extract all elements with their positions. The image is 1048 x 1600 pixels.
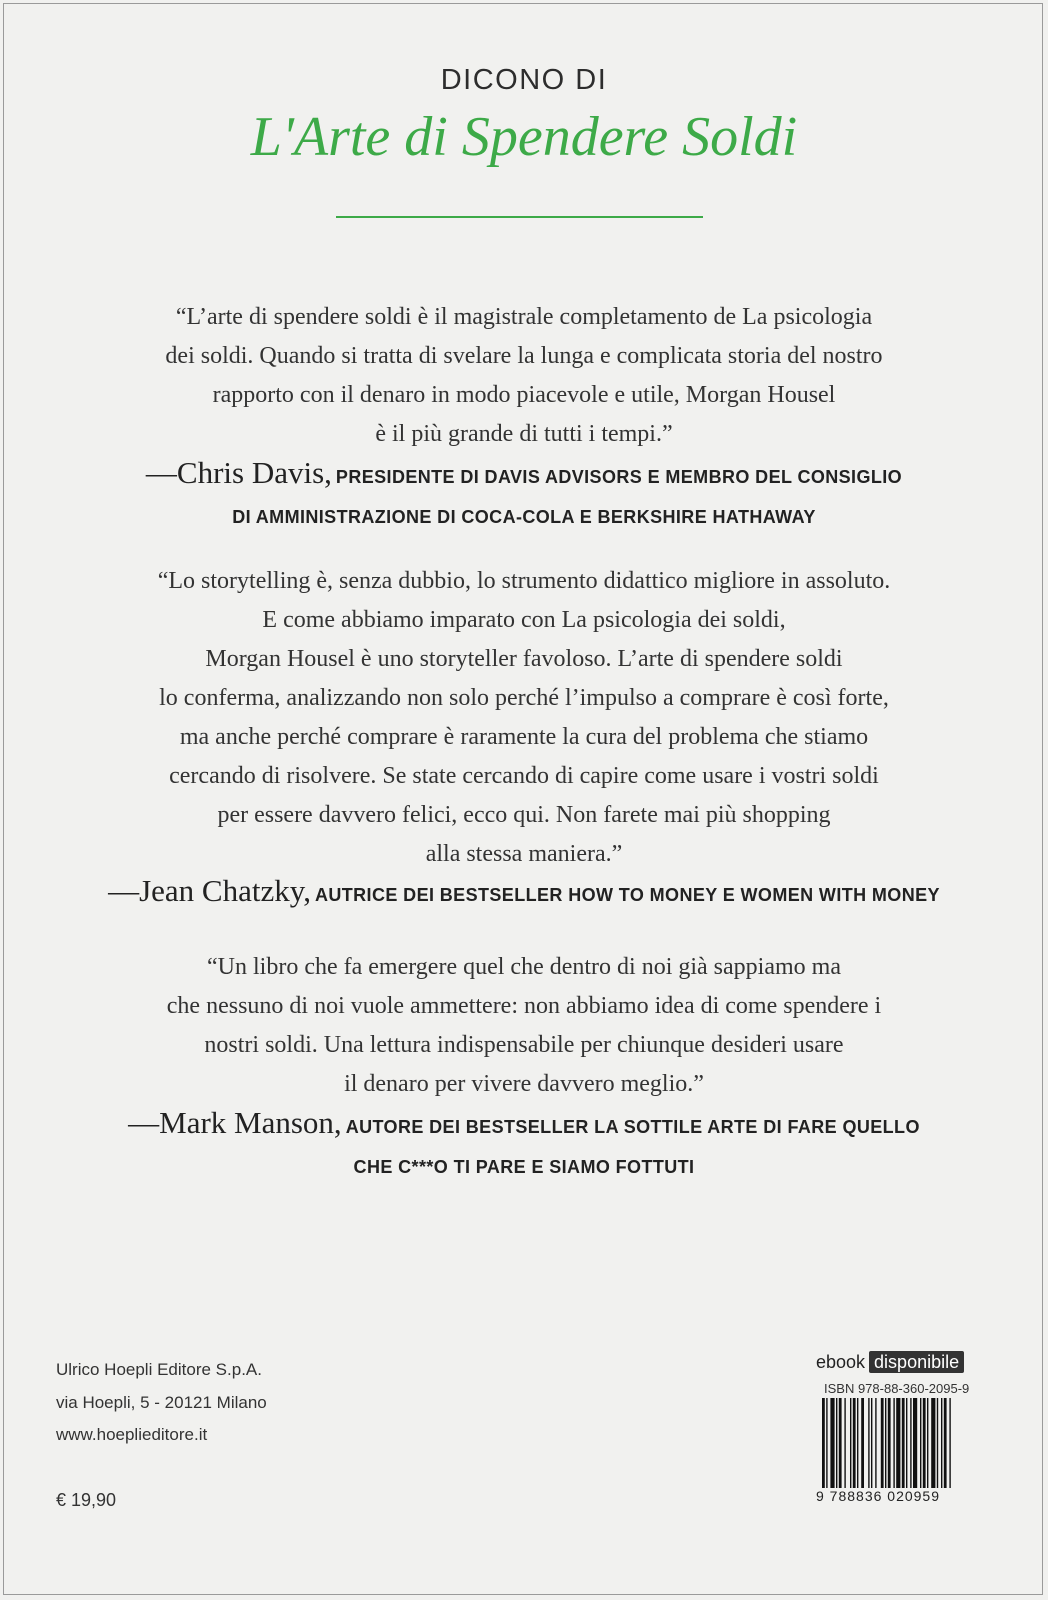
isbn-text: ISBN 978-88-360-2095-9 <box>824 1381 970 1396</box>
attribution-role: AUTRICE DEI BESTSELLER HOW TO MONEY E WOMEN WITH MONEY <box>314 885 940 905</box>
price: € 19,90 <box>56 1490 117 1510</box>
quote-line: ma anche perché comprare è raramente la cura del problema che stiamo <box>179 724 869 750</box>
attribution-role: DI AMMINISTRAZIONE DI COCA-COLA E BERKSHIRE HATHAWAY <box>232 507 816 527</box>
quote-line: che nessuno di noi vuole ammettere: non abbiamo idea di come spendere i <box>166 993 882 1019</box>
attribution-role: PRESIDENTE DI DAVIS ADVISORS E MEMBRO DEL CONSIGLIO <box>335 467 903 487</box>
attribution-name: —Mark Manson, <box>128 1105 342 1140</box>
quote-line: nostri soldi. Una lettura indispensabile per chiunque desideri usare <box>204 1032 844 1058</box>
attribution-3 <box>40 1104 1008 1188</box>
quote-line: “L’arte di spendere soldi è il magistrale completamento de La psicologia <box>175 304 873 330</box>
barcode-digits: 9 788836 020959 <box>816 1488 940 1504</box>
book-title: L'Arte di Spendere Soldi <box>250 106 798 168</box>
title-divider <box>336 216 703 218</box>
ebook-label: ebook <box>816 1352 866 1372</box>
attribution-name: —Chris Davis, <box>145 455 332 490</box>
attribution-name: —Jean Chatzky, <box>108 873 311 908</box>
publisher-address: via Hoepli, 5 - 20121 Milano <box>56 1393 267 1412</box>
attribution-role: AUTORE DEI BESTSELLER LA SOTTILE ARTE DI FARE QUELLO <box>345 1117 920 1137</box>
quote-line: “Lo storytelling è, senza dubbio, lo strumento didattico migliore in assoluto. <box>157 568 891 594</box>
quote-line: E come abbiamo imparato con La psicologia dei soldi, <box>262 607 786 633</box>
quote-3 <box>40 948 1008 1104</box>
ebook-badge <box>816 1352 964 1373</box>
barcode-icon <box>822 1398 998 1488</box>
attribution-role: CHE C***O TI PARE E SIAMO FOTTUTI <box>353 1157 695 1177</box>
quote-line: “Un libro che fa emergere quel che dentro di noi già sappiamo ma <box>207 954 841 980</box>
quote-line: il denaro per vivere davvero meglio.” <box>344 1071 704 1097</box>
quote-line: rapporto con il denaro in modo piacevole e utile, Morgan Housel <box>212 382 836 408</box>
quote-line: alla stessa maniera.” <box>425 841 623 867</box>
quote-line: lo conferma, analizzando non solo perché l’impulso a comprare è così forte, <box>159 685 889 711</box>
ebook-available-tag: disponibile <box>869 1351 964 1373</box>
attribution-1 <box>40 454 1008 538</box>
quote-line: Morgan Housel è uno storyteller favoloso. L’arte di spendere soldi <box>205 646 843 672</box>
attribution-2 <box>40 872 1008 916</box>
publisher-website[interactable]: www.hoeplieditore.it <box>56 1425 208 1444</box>
publisher-name: Ulrico Hoepli Editore S.p.A. <box>56 1360 262 1379</box>
quote-line: è il più grande di tutti i tempi.” <box>375 421 673 447</box>
quote-line: dei soldi. Quando si tratta di svelare la lunga e complicata storia del nostro <box>165 343 883 369</box>
quote-line: cercando di risolvere. Se state cercando di capire come usare i vostri soldi <box>169 763 879 789</box>
header-top-line: DICONO DI <box>440 64 608 96</box>
quote-line: per essere davvero felici, ecco qui. Non farete mai più shopping <box>217 802 831 828</box>
quote-1 <box>40 298 1008 454</box>
quote-2 <box>40 562 1008 874</box>
